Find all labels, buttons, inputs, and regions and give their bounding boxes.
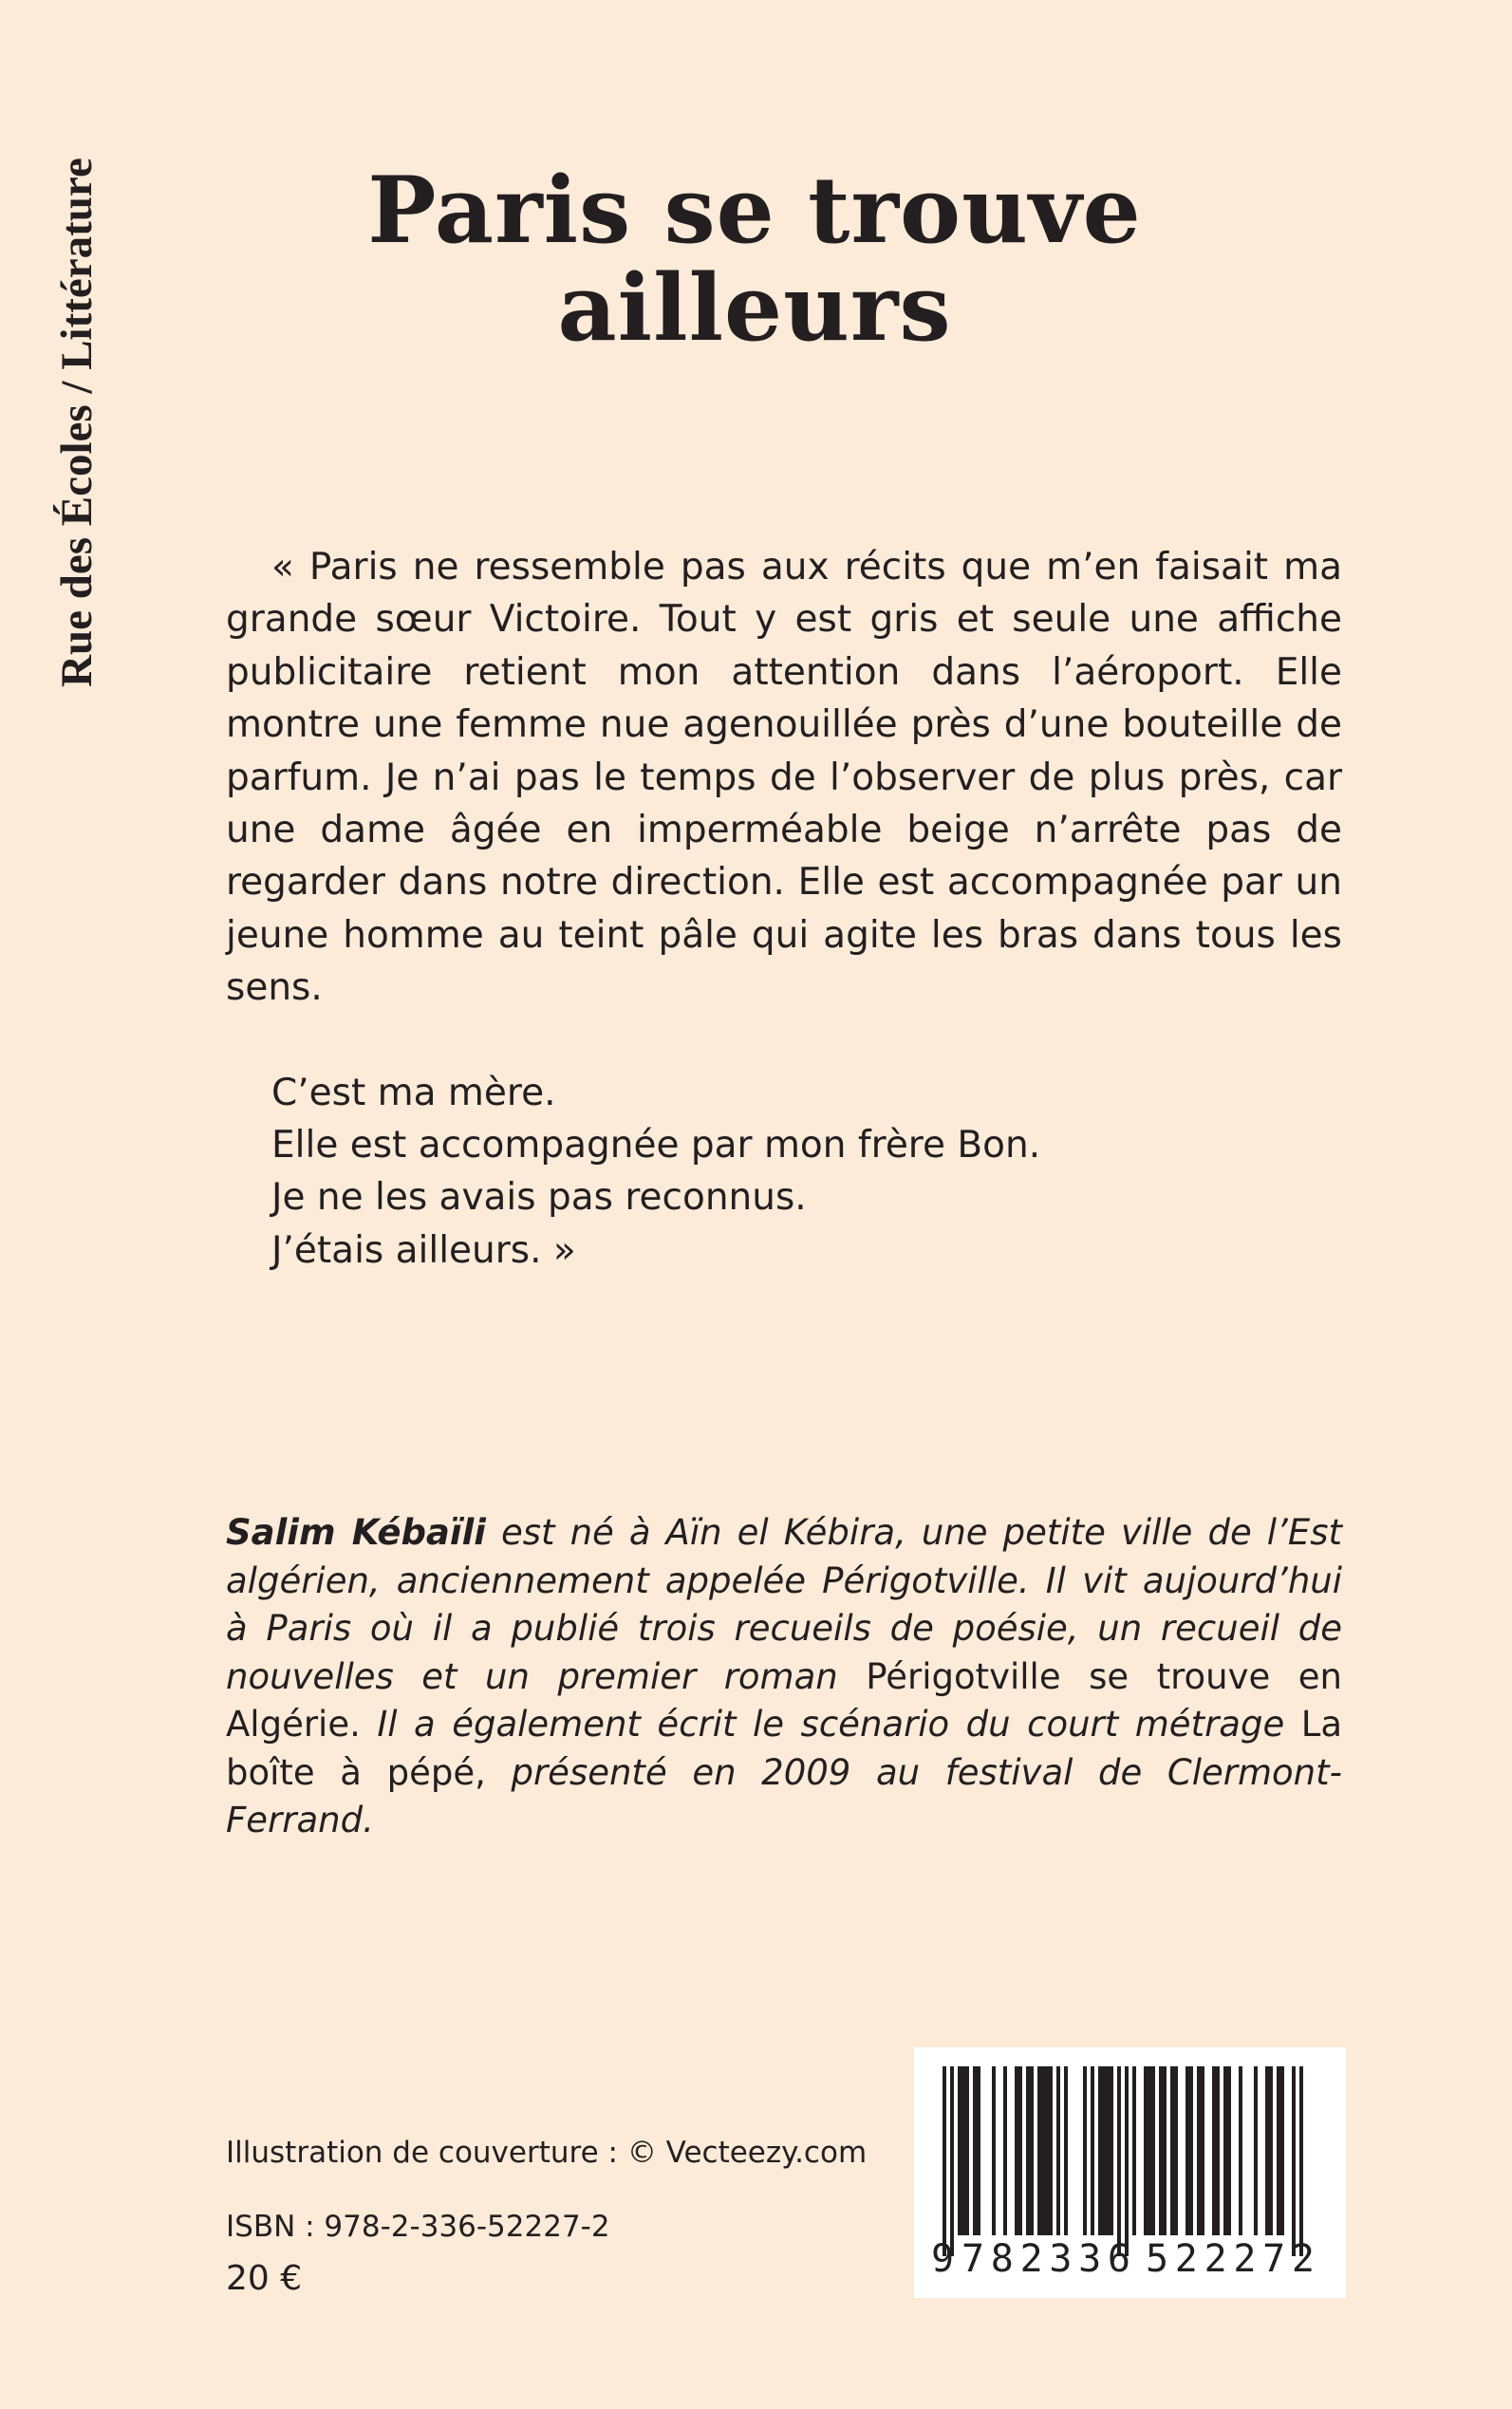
bio-book-title: Périgotville se trouve en Algérie. xyxy=(226,1655,1342,1745)
barcode-bar xyxy=(1110,2066,1113,2235)
barcode-bar xyxy=(1151,2066,1155,2235)
author-name: Salim Kébaïli xyxy=(226,1512,486,1553)
barcode-bar xyxy=(1037,2066,1041,2235)
barcode-bar xyxy=(1098,2066,1102,2235)
barcode-bar xyxy=(1216,2066,1220,2235)
excerpt-line: J’étais ailleurs. » xyxy=(271,1228,576,1272)
barcode-bar xyxy=(1091,2066,1094,2235)
barcode-bar xyxy=(1265,2066,1269,2235)
barcode xyxy=(914,2047,1346,2298)
barcode-bar xyxy=(943,2066,946,2256)
author-bio xyxy=(226,1509,1342,1845)
barcode-bar xyxy=(1045,2066,1049,2235)
barcode-bar xyxy=(958,2066,961,2235)
barcode-bar xyxy=(1170,2066,1174,2235)
barcode-digits-right: 522272 xyxy=(1146,2237,1315,2281)
barcode-bar xyxy=(1148,2066,1151,2235)
barcode-bar xyxy=(1132,2066,1136,2235)
barcode-bar xyxy=(1174,2066,1178,2235)
barcode-bar xyxy=(973,2066,977,2235)
barcode-bar xyxy=(1212,2066,1216,2235)
barcode-bar xyxy=(1117,2066,1121,2256)
barcode-bar xyxy=(1015,2066,1018,2235)
price: 20 € xyxy=(226,2259,303,2298)
barcode-bar xyxy=(1018,2066,1022,2235)
barcode-bar xyxy=(1185,2066,1189,2235)
series-label: Rue des Écoles / Littérature xyxy=(52,158,102,687)
barcode-bar xyxy=(1064,2066,1068,2235)
barcode-bar xyxy=(1056,2066,1060,2235)
barcode-bar xyxy=(1041,2066,1045,2235)
barcode-bar xyxy=(1049,2066,1053,2235)
barcode-digit-first: 9 xyxy=(931,2237,955,2281)
barcode-bar xyxy=(1030,2066,1034,2235)
barcode-bar xyxy=(1106,2066,1110,2235)
barcode-bar xyxy=(1292,2066,1296,2256)
excerpt-paragraph: « Paris ne ressemble pas aux récits que m’en faisait ma grande sœur Victoire. Tout y est gris et seule une affiche publicitaire retient mon attention dans l’aéroport. Elle montre une femme nue agenouillée près d’une bouteille de parfum. Je n’ai pas le temps de l’observer de plus près, car une dame âgée en imperméable beige n’arrête pas de regarder dans notre direction. Elle est accompagnée par un jeune homme au teint pâle qui agite les bras dans tous les sens. xyxy=(226,546,1342,1010)
title-line-2: ailleurs xyxy=(557,254,952,362)
barcode-bar xyxy=(965,2066,969,2235)
barcode-bar xyxy=(1239,2066,1242,2235)
barcode-digits-left: 782336 xyxy=(961,2237,1130,2281)
barcode-bar xyxy=(1163,2066,1167,2235)
excerpt-line: C’est ma mère. xyxy=(271,1071,556,1114)
barcode-bar xyxy=(1144,2066,1148,2235)
excerpt-closing-lines xyxy=(226,1067,1342,1278)
barcode-graphic xyxy=(914,2047,1346,2298)
excerpt xyxy=(226,541,1342,1277)
barcode-bar xyxy=(992,2066,996,2235)
bio-text-3: présenté en 2009 au festival de Clermont-Ferrand. xyxy=(226,1751,1342,1840)
barcode-bar xyxy=(1280,2066,1284,2235)
barcode-bar xyxy=(1223,2066,1227,2235)
book-title xyxy=(237,157,1272,362)
excerpt-line: Elle est accompagnée par mon frère Bon. xyxy=(271,1124,1041,1167)
barcode-bar xyxy=(950,2066,954,2256)
barcode-bar xyxy=(1125,2066,1129,2256)
barcode-bar xyxy=(1159,2066,1163,2235)
barcode-bar xyxy=(1197,2066,1201,2235)
title-line-1: Paris se trouve xyxy=(367,157,1142,264)
barcode-bar xyxy=(1102,2066,1106,2235)
bio-text-2: Il a également écrit le scénario du court métrage xyxy=(360,1704,1301,1745)
bio-text-1: est né à Aïn el Kébira, une petite ville de l’Est algérien, anciennement appelée Périgotville. Il vit aujourd’hui à Paris où il a publié trois recueils de poésie, un recueil de nouvelles et un premier roman xyxy=(226,1512,1342,1697)
barcode-bar xyxy=(1026,2066,1030,2235)
barcode-bar xyxy=(1254,2066,1258,2235)
bio-film-title: La boîte à pépé, xyxy=(226,1704,1342,1793)
barcode-bar xyxy=(1227,2066,1231,2235)
excerpt-line: Je ne les avais pas reconnus. xyxy=(271,1176,807,1220)
isbn: ISBN : 978-2-336-52227-2 xyxy=(226,2210,610,2244)
barcode-bar xyxy=(961,2066,965,2235)
barcode-bar xyxy=(977,2066,980,2235)
barcode-bar xyxy=(1189,2066,1193,2235)
illustration-credit: Illustration de couverture : © Vecteezy.com xyxy=(226,2136,868,2170)
barcode-bar xyxy=(1299,2066,1303,2256)
barcode-bar xyxy=(1269,2066,1273,2235)
barcode-bar xyxy=(1277,2066,1280,2235)
barcode-bar xyxy=(1083,2066,1087,2235)
barcode-bar xyxy=(1201,2066,1204,2235)
barcode-bar xyxy=(1003,2066,1007,2235)
